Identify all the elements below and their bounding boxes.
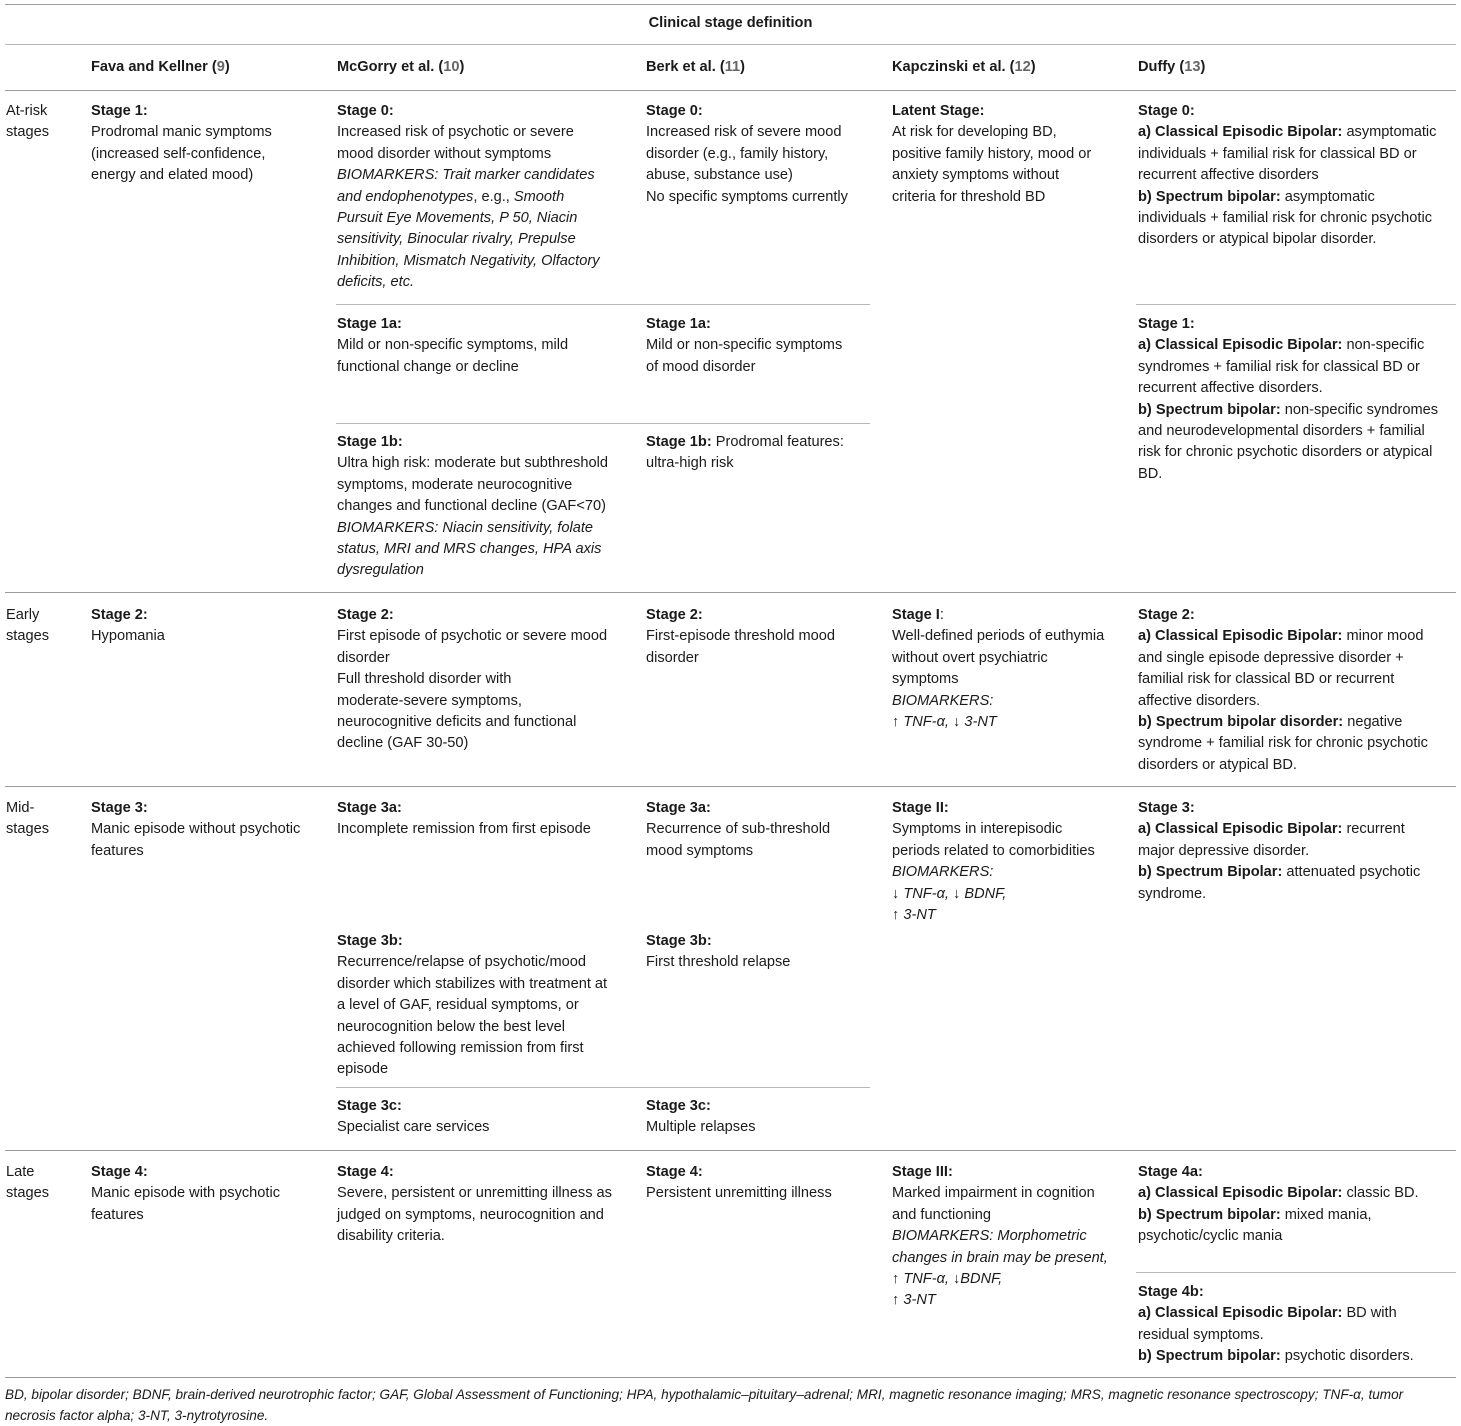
rule-duffy-s0 (1136, 304, 1456, 305)
berk-stage-2: Stage 2: First-episode threshold mood disorder (646, 607, 835, 666)
duffy-stage-1: Stage 1: a) Classical Episodic Bipolar: non-specific syndromes + familial risk for classical BD or recurrent affective disorders. b) Spectrum bipolar: non-specific syndromes and neurodevelopmental disorders + familial risk for chronic psychotic disorders or atypical BD. (1138, 316, 1439, 482)
rule-under-header (5, 90, 1456, 91)
berk-stage-1b: Stage 1b: Prodromal features: ultra-high risk (646, 434, 844, 472)
kapczinski-stage-3: Stage III: Marked impairment in cognition and functioning BIOMARKERS: Morphometric changes in brain may be present, ↑ TNF-α, ↓BDNF, ↑ 3-NT (892, 1164, 1108, 1309)
duffy-stage-3: Stage 3: a) Classical Episodic Bipolar: recurrent major depressive disorder. b) Spectrum Bipolar: attenuated psychotic syndrome. (1138, 800, 1421, 902)
mcgorry-stage-3c: Stage 3c: Specialist care services (337, 1098, 490, 1136)
rule-mcg-berk-s0 (336, 304, 870, 305)
column-header-duffy: Duffy (13) (1138, 59, 1206, 75)
row-label-late: Late stages (6, 1164, 49, 1202)
mcgorry-stage-3b: Stage 3b: Recurrence/relapse of psychotic/mood disorder which stabilizes with treatment at a level of GAF, residual symptoms, or neurocognition below the best level achieved following remission from first episode (337, 933, 608, 1078)
berk-stage-4: Stage 4: Persistent unremitting illness (646, 1164, 832, 1202)
mcgorry-stage-0: Stage 0: Increased risk of psychotic or severe mood disorder without symptoms BIOMARKERS: Trait marker candidates and endophenotypes, e.g., Smooth Pursuit Eye Movements, P 50, Niacin sensitivity, Binocular rivalry, Prepulse Inhibition, Mismatch Negativity, Olfactory deficits, etc. (337, 103, 600, 291)
row-label-early: Early stages (6, 607, 49, 645)
mcgorry-stage-1a: Stage 1a: Mild or non-specific symptoms, mild functional change or decline (337, 316, 569, 375)
kapczinski-stage-2: Stage II: Symptoms in interepisodic periods related to comorbidities BIOMARKERS: ↓ TNF-α, ↓ BDNF, ↑ 3-NT (892, 800, 1095, 924)
fava-stage-3: Stage 3: Manic episode without psychotic features (91, 800, 301, 859)
rule-early-end (5, 786, 1456, 787)
mcgorry-stage-3a: Stage 3a: Incomplete remission from first episode (337, 800, 591, 838)
fava-stage-4: Stage 4: Manic episode with psychotic features (91, 1164, 280, 1223)
rule-mcg-berk-s3b (336, 1087, 870, 1088)
mcgorry-stage-1b: Stage 1b: Ultra high risk: moderate but subthreshold symptoms, moderate neurocognitive changes and functional decline (GAF<70) BIOMARKERS: Niacin sensitivity, folate status, MRI and MRS changes, HPA axis dysregulation (337, 434, 608, 579)
rule-top (5, 4, 1456, 5)
berk-stage-0: Stage 0: Increased risk of severe mood disorder (e.g., family history, abuse, substance use) No specific symptoms currently (646, 103, 848, 205)
column-header-mcgorry: McGorry et al. (10) (337, 59, 465, 75)
rule-mcg-berk-s1a (336, 423, 870, 424)
fava-stage-2: Stage 2: Hypomania (91, 607, 165, 645)
duffy-stage-4b: Stage 4b: a) Classical Episodic Bipolar: BD with residual symptoms. b) Spectrum bipolar: psychotic disorders. (1138, 1284, 1414, 1365)
duffy-stage-2: Stage 2: a) Classical Episodic Bipolar: minor mood and single episode depressive disorder + familial risk for classical BD or recurrent affective disorders. b) Spectrum bipolar disorder: negative syndrome + familial risk for chronic psychotic disorders or atypical BD. (1138, 607, 1428, 773)
row-label-atrisk: At-risk stages (6, 103, 49, 141)
column-header-berk: Berk et al. (11) (646, 59, 745, 75)
kapczinski-stage-1: Stage I: Well-defined periods of euthymia without overt psychiatric symptoms BIOMARKERS: ↑ TNF-α, ↓ 3-NT (892, 607, 1105, 731)
rule-duffy-s4a (1136, 1272, 1456, 1273)
table-footnote: BD, bipolar disorder; BDNF, brain-derived neurotrophic factor; GAF, Global Assessment of Functioning; HPA, hypothalamic–pituitary–adrenal; MRI, magnetic resonance imaging; MRS, magnetic resonance spectroscopy; TNF-α, tumor necrosis factor alpha; 3-NT, 3-nytrotyrosine. (5, 1387, 1404, 1423)
duffy-stage-4a: Stage 4a: a) Classical Episodic Bipolar: classic BD. b) Spectrum bipolar: mixed mania, psychotic/cyclic mania (1138, 1164, 1419, 1245)
berk-stage-3c: Stage 3c: Multiple relapses (646, 1098, 756, 1136)
table-title: Clinical stage definition (648, 15, 813, 31)
rule-mid-end (5, 1150, 1456, 1151)
row-label-mid: Mid- stages (6, 800, 49, 838)
duffy-stage-0: Stage 0: a) Classical Episodic Bipolar: asymptomatic individuals + familial risk for classical BD or recurrent affective disorders b) Spectrum bipolar: asymptomatic individuals + familial risk for chronic psychotic disorders or atypical bipolar disorder. (1138, 103, 1437, 248)
fava-stage-1: Stage 1: Prodromal manic symptoms (increased self-confidence, energy and elated mood) (91, 103, 272, 184)
berk-stage-3b: Stage 3b: First threshold relapse (646, 933, 791, 971)
rule-under-title (5, 44, 1456, 45)
column-header-kapczinski: Kapczinski et al. (12) (892, 59, 1036, 75)
rule-table-bottom (5, 1377, 1456, 1378)
mcgorry-stage-4: Stage 4: Severe, persistent or unremitting illness as judged on symptoms, neurocognition and disability criteria. (337, 1164, 612, 1245)
berk-stage-3a: Stage 3a: Recurrence of sub-threshold mood symptoms (646, 800, 831, 859)
mcgorry-stage-2: Stage 2: First episode of psychotic or severe mood disorder Full threshold disorder with moderate-severe symptoms, neurocognitive deficits and functional decline (GAF 30-50) (337, 607, 608, 752)
rule-atrisk-end (5, 592, 1456, 593)
kapczinski-latent-stage: Latent Stage: At risk for developing BD, positive family history, mood or anxiety symptoms without criteria for threshold BD (892, 103, 1092, 205)
column-header-fava: Fava and Kellner (9) (91, 59, 230, 75)
berk-stage-1a: Stage 1a: Mild or non-specific symptoms of mood disorder (646, 316, 843, 375)
